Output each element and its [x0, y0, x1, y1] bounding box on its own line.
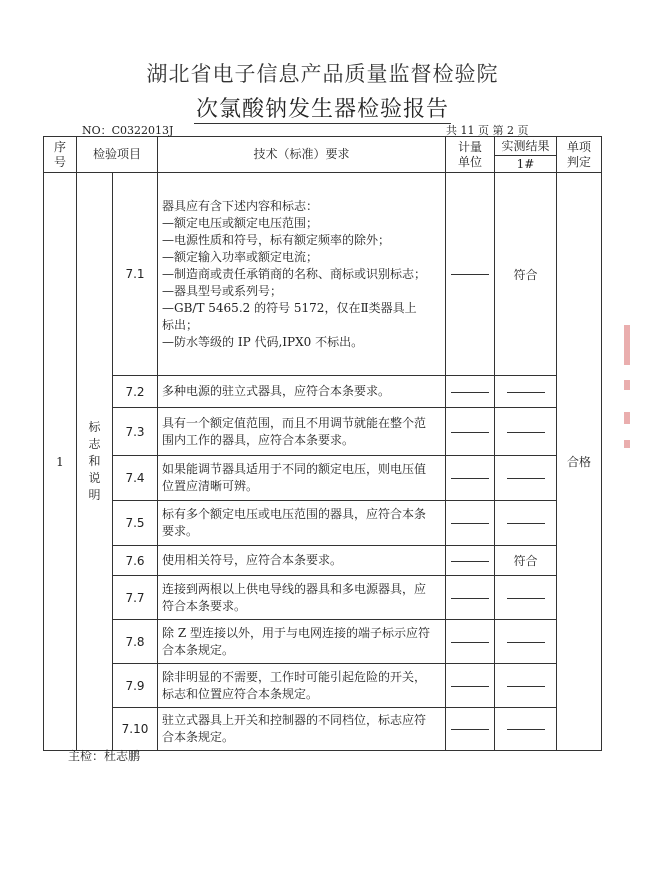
dash-mark [507, 523, 545, 524]
dash-mark [451, 561, 489, 562]
clause-number: 7.8 [113, 620, 158, 664]
table-row [44, 456, 602, 501]
table-row [44, 408, 602, 456]
clause-number: 7.7 [113, 576, 158, 620]
requirement-line: —防水等级的 IP 代码,IPX0 不标出。 [162, 334, 364, 349]
header-requirement: 技术（标准）要求 [158, 137, 446, 173]
inspection-table [43, 136, 602, 751]
table-body [44, 173, 602, 751]
dash-mark [451, 642, 489, 643]
result-cell [495, 664, 557, 708]
result-cell [495, 576, 557, 620]
unit-cell [446, 708, 495, 751]
dash-mark [507, 432, 545, 433]
table-row [44, 376, 602, 408]
header-sample: 1# [495, 156, 557, 173]
red-stamp-mark [624, 412, 630, 424]
clause-number: 7.1 [113, 173, 158, 376]
page-info: 共 11 页 第 2 页 [446, 124, 529, 137]
red-stamp-mark [624, 325, 630, 365]
requirement-text [158, 501, 446, 546]
result-cell [495, 456, 557, 501]
unit-cell [446, 664, 495, 708]
result-cell [495, 376, 557, 408]
dash-mark [451, 523, 489, 524]
requirement-line: 器具应有含下述内容和标志： [162, 198, 319, 213]
requirement-line: 连接到两根以上供电导线的器具和多电源器具，应 [162, 581, 427, 596]
requirement-text [158, 620, 446, 664]
clause-number: 7.10 [113, 708, 158, 751]
header-seq: 序 号 [44, 137, 77, 173]
group-seq: 1 [44, 173, 77, 751]
group-item [77, 173, 113, 751]
dash-mark [507, 392, 545, 393]
result-cell [495, 408, 557, 456]
unit-cell [446, 576, 495, 620]
dash-mark [507, 478, 545, 479]
dash-mark [451, 274, 489, 275]
requirement-text [158, 546, 446, 576]
requirement-line: 标志和位置应符合本条规定。 [162, 686, 319, 701]
requirement-text [158, 173, 446, 376]
dash-mark [507, 686, 545, 687]
clause-number: 7.5 [113, 501, 158, 546]
requirement-line: —电源性质和符号，标有额定频率的除外； [162, 232, 391, 247]
header-unit: 计量 单位 [446, 137, 495, 173]
table-row [44, 708, 602, 751]
report-title-wrap [0, 92, 645, 123]
requirement-line: —额定输入功率或额定电流； [162, 249, 319, 264]
dash-mark [451, 729, 489, 730]
report-title: 次氯酸钠发生器检验报告 [195, 97, 449, 122]
requirement-line: 标出； [162, 317, 199, 332]
table-row [44, 576, 602, 620]
requirement-line: 除 Z 型连接以外，用于与电网连接的端子标示应符 [162, 625, 430, 640]
dash-mark [507, 729, 545, 730]
requirement-text [158, 576, 446, 620]
requirement-line: 符合本条要求。 [162, 598, 247, 613]
dash-mark [451, 392, 489, 393]
dash-mark [451, 478, 489, 479]
result-value: 符合 [513, 267, 538, 282]
requirement-line: —额定电压或额定电压范围； [162, 215, 319, 230]
report-number: NO：C0322013J [82, 124, 174, 137]
inspector-signature: 主检：杜志鹏 [68, 749, 141, 763]
item-char: 说 [88, 471, 101, 485]
requirement-line: 合本条规定。 [162, 730, 235, 744]
unit-cell [446, 408, 495, 456]
requirement-line: 驻立式器具上开关和控制器的不同档位，标志应符 [162, 713, 427, 727]
dash-mark [451, 432, 489, 433]
red-stamp-mark [624, 380, 630, 390]
result-cell [495, 620, 557, 664]
table-row [44, 620, 602, 664]
header-verdict: 单项 判定 [557, 137, 602, 173]
group-verdict: 合格 [557, 173, 602, 751]
requirement-line: 围内工作的器具，应符合本条要求。 [162, 432, 355, 447]
dash-mark [451, 686, 489, 687]
dash-mark [507, 642, 545, 643]
requirement-line: 位置应清晰可辨。 [162, 479, 259, 493]
clause-number: 7.2 [113, 376, 158, 408]
dash-mark [451, 598, 489, 599]
red-stamp-mark [624, 440, 630, 448]
requirement-text [158, 456, 446, 501]
requirement-line: —器具型号或系列号； [162, 283, 283, 298]
clause-number: 7.3 [113, 408, 158, 456]
dash-mark [507, 598, 545, 599]
requirement-line: 如果能调节器具适用于不同的额定电压，则电压值 [162, 462, 427, 476]
item-char: 和 [88, 454, 101, 468]
result-value: 符合 [513, 554, 538, 568]
result-cell [495, 708, 557, 751]
table-row [44, 501, 602, 546]
requirement-line: —制造商或责任承销商的名称、商标或识别标志； [162, 266, 427, 281]
table-row [44, 173, 602, 376]
requirement-line: 除非明显的不需要，工作时可能引起危险的开关， [162, 669, 427, 684]
result-cell [495, 173, 557, 376]
clause-number: 7.4 [113, 456, 158, 501]
requirement-text [158, 664, 446, 708]
requirement-line: —GB/T 5465.2 的符号 5172，仅在Ⅱ类器具上 [162, 300, 417, 315]
item-char: 明 [88, 488, 101, 502]
requirement-line: 多种电源的驻立式器具，应符合本条要求。 [162, 384, 391, 398]
requirement-line: 合本条规定。 [162, 642, 235, 657]
requirement-line: 标有多个额定电压或电压范围的器具，应符合本条 [162, 507, 427, 521]
header-result: 实测结果 [495, 137, 557, 156]
unit-cell [446, 376, 495, 408]
unit-cell [446, 620, 495, 664]
requirement-line: 使用相关符号，应符合本条要求。 [162, 553, 343, 567]
unit-cell [446, 501, 495, 546]
clause-number: 7.6 [113, 546, 158, 576]
result-cell [495, 546, 557, 576]
item-char: 志 [88, 437, 101, 451]
item-char: 标 [88, 420, 101, 434]
requirement-line: 要求。 [162, 524, 199, 538]
unit-cell [446, 456, 495, 501]
requirement-text [158, 408, 446, 456]
unit-cell [446, 173, 495, 376]
requirement-text [158, 708, 446, 751]
organization-name: 湖北省电子信息产品质量监督检验院 [146, 62, 499, 86]
clause-number: 7.9 [113, 664, 158, 708]
table-row [44, 546, 602, 576]
requirement-text [158, 376, 446, 408]
header-item: 检验项目 [77, 137, 158, 173]
result-cell [495, 501, 557, 546]
unit-cell [446, 546, 495, 576]
table-row [44, 664, 602, 708]
requirement-line: 具有一个额定值范围，而且不用调节就能在整个范 [162, 415, 427, 430]
